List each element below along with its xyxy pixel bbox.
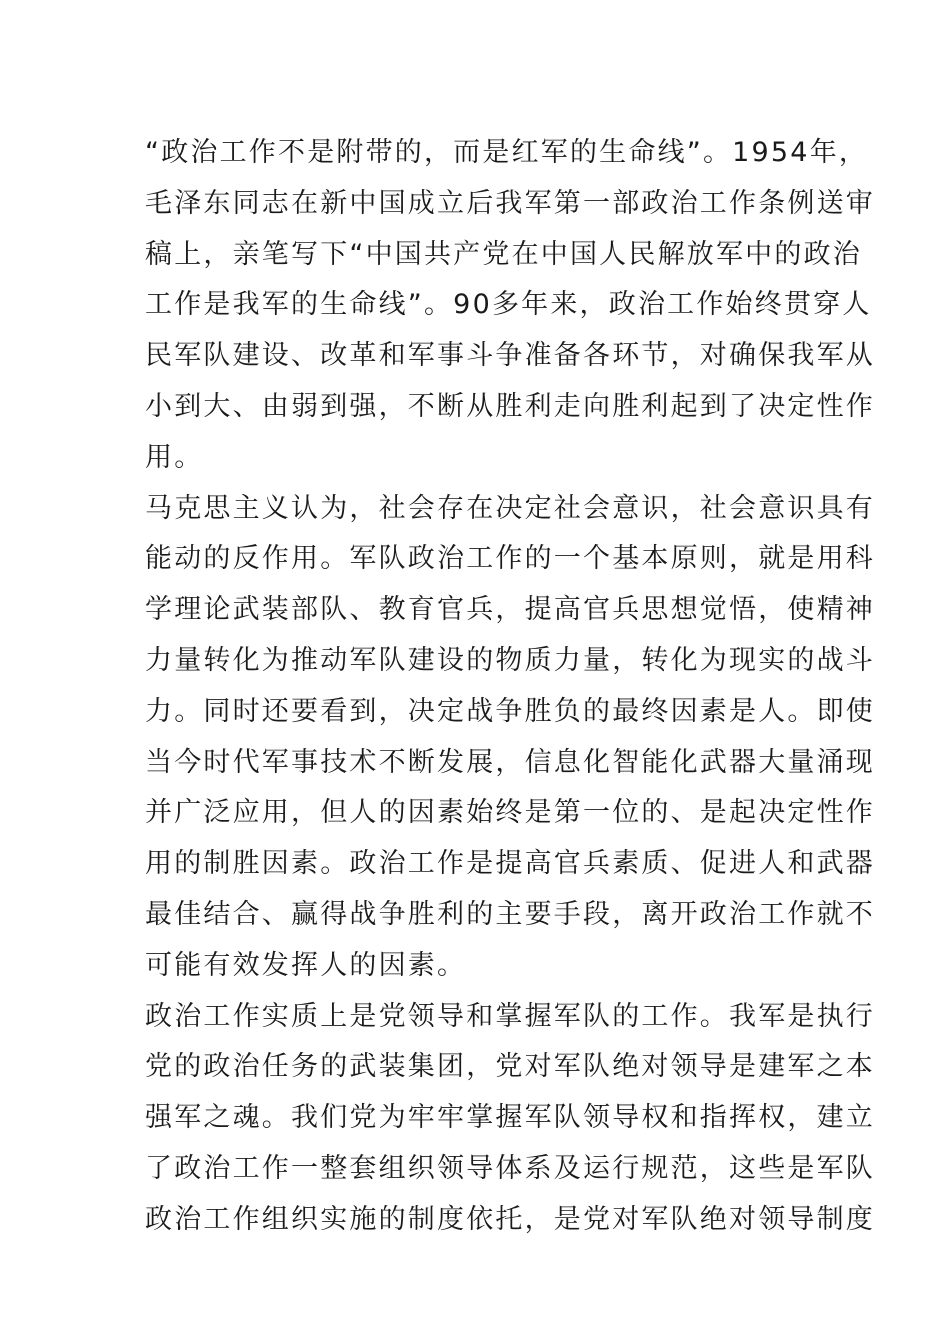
text-line: 了政治工作一整套组织领导体系及运行规范，这些是军队 <box>145 1152 875 1184</box>
document-body <box>145 128 875 1246</box>
text-line: 最佳结合、赢得战争胜利的主要手段，离开政治工作就不 <box>145 898 875 930</box>
text-line: 能动的反作用。军队政治工作的一个基本原则，就是用科 <box>145 543 875 575</box>
text-line: 政治工作组织实施的制度依托，是党对军队绝对领导制度 <box>145 1203 875 1235</box>
text-line: 并广泛应用，但人的因素始终是第一位的、是起决定性作 <box>145 797 875 829</box>
text-line: 当今时代军事技术不断发展，信息化智能化武器大量涌现 <box>145 746 875 778</box>
paragraph-2 <box>145 484 875 992</box>
text-line: “政治工作不是附带的，而是红军的生命线”。1954年， <box>145 137 869 168</box>
text-line: 可能有效发挥人的因素。 <box>145 949 467 981</box>
text-line: 用的制胜因素。政治工作是提高官兵素质、促进人和武器 <box>145 848 875 880</box>
text-line: 小到大、由弱到强，不断从胜利走向胜利起到了决定性作 <box>145 390 875 422</box>
text-line: 毛泽东同志在新中国成立后我军第一部政治工作条例送审 <box>145 187 875 219</box>
text-line: 力。同时还要看到，决定战争胜负的最终因素是人。即使 <box>145 695 875 727</box>
text-line: 民军队建设、改革和军事斗争准备各环节，对确保我军从 <box>145 340 875 372</box>
text-line: 马克思主义认为，社会存在决定社会意识，社会意识具有 <box>145 492 875 524</box>
paragraph-1 <box>145 128 875 484</box>
text-line: 政治工作实质上是党领导和掌握军队的工作。我军是执行 <box>145 1000 875 1032</box>
text-line: 用。 <box>145 441 204 473</box>
text-line: 工作是我军的生命线”。90多年来，政治工作始终贯穿人 <box>145 289 872 321</box>
text-line: 党的政治任务的武装集团，党对军队绝对领导是建军之本 <box>145 1051 875 1083</box>
text-line: 力量转化为推动军队建设的物质力量，转化为现实的战斗 <box>145 644 875 676</box>
text-line: 强军之魂。我们党为牢牢掌握军队领导权和指挥权，建立 <box>145 1102 875 1134</box>
paragraph-3 <box>145 992 875 1246</box>
text-line: 学理论武装部队、教育官兵，提高官兵思想觉悟，使精神 <box>145 594 875 626</box>
text-line: 稿上，亲笔写下“中国共产党在中国人民解放军中的政治 <box>145 238 862 270</box>
